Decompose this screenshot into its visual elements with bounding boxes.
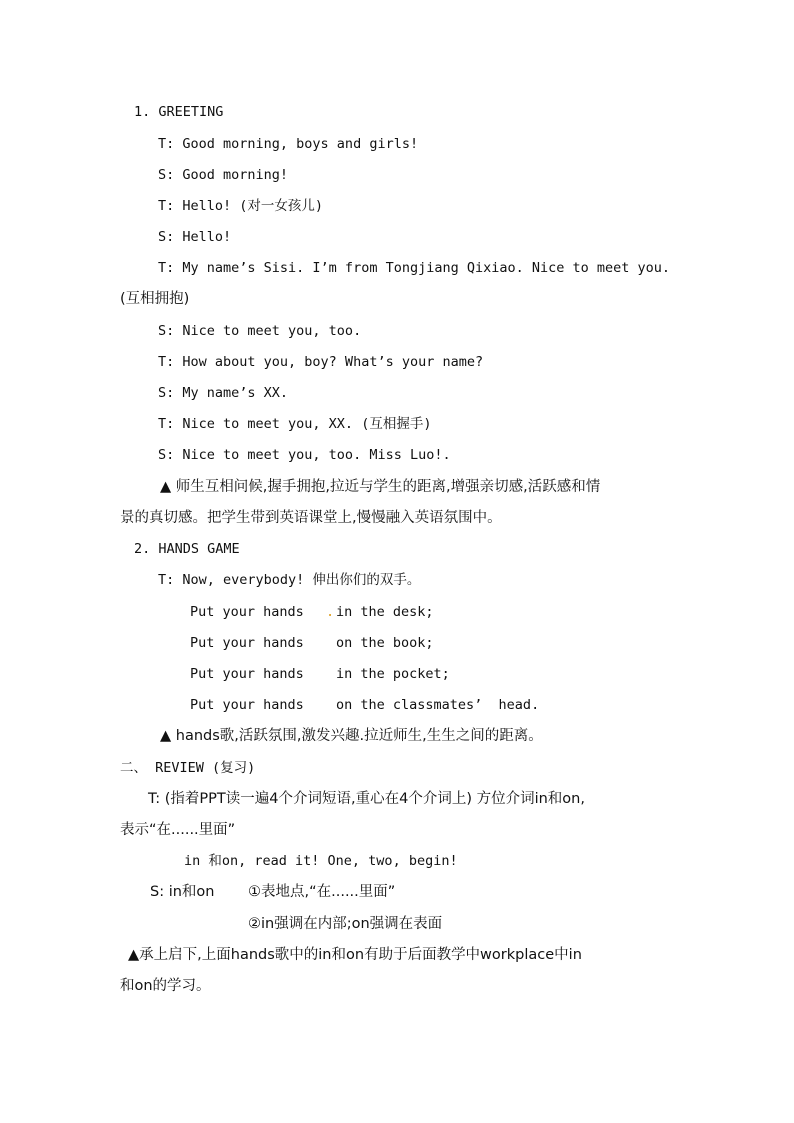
chant-marker: . [326, 604, 335, 620]
chant-prep: in the pocket; [336, 666, 450, 682]
section-heading-greeting: 1. GREETING [134, 104, 224, 120]
chant-verb: Put your hands [190, 604, 304, 620]
dialogue-line: S: Good morning! [158, 167, 289, 183]
dialogue-line: T: Nice to meet you, XX. (互相握手) [158, 416, 432, 432]
teaching-note: ▲ hands歌,活跃氛围,激发兴趣.拉近师生,生生之间的距离。 [160, 728, 543, 744]
dialogue-line: S: Nice to meet you, too. [158, 323, 362, 339]
section-heading-review: 二、 REVIEW (复习) [120, 760, 256, 776]
teaching-note: ▲承上启下,上面hands歌中的in和on有助于后面教学中workplace中in [128, 947, 582, 963]
chant-prep: in the desk; [336, 604, 434, 620]
review-line: 表示“在......里面” [120, 822, 236, 838]
review-student-label: S: in和on [150, 884, 215, 900]
dialogue-line: (互相拥抱) [120, 291, 190, 307]
teaching-note: ▲ 师生互相问候,握手拥抱,拉近与学生的距离,增强亲切感,活跃感和情 [160, 479, 601, 495]
dialogue-line: T: How about you, boy? What’s your name? [158, 354, 484, 370]
dialogue-line: S: Nice to meet you, too. Miss Luo!. [158, 447, 451, 463]
dialogue-line: T: My name’s Sisi. I’m from Tongjiang Qixiao. Nice to meet you. [158, 260, 671, 276]
review-line: in 和on, read it! One, two, begin! [184, 853, 458, 869]
section-heading-hands-game: 2. HANDS GAME [134, 541, 240, 557]
dialogue-line: T: Now, everybody! 伸出你们的双手。 [158, 572, 421, 588]
teaching-note: 和on的学习。 [120, 978, 211, 994]
teaching-note: 景的真切感。把学生带到英语课堂上,慢慢融入英语氛围中。 [120, 510, 502, 526]
review-line: T: (指着PPT读一遍4个介词短语,重心在4个介词上) 方位介词in和on, [148, 791, 585, 807]
review-point: ①表地点,“在......里面” [248, 884, 396, 900]
dialogue-line: T: Good morning, boys and girls! [158, 136, 419, 152]
chant-prep: on the classmates’ head. [336, 697, 540, 713]
chant-verb: Put your hands [190, 697, 304, 713]
chant-prep: on the book; [336, 635, 434, 651]
dialogue-line: T: Hello! (对一女孩儿) [158, 198, 324, 214]
chant-verb: Put your hands [190, 666, 304, 682]
review-point: ②in强调在内部;on强调在表面 [248, 916, 443, 932]
chant-verb: Put your hands [190, 635, 304, 651]
dialogue-line: S: My name’s XX. [158, 385, 289, 401]
dialogue-line: S: Hello! [158, 229, 232, 245]
